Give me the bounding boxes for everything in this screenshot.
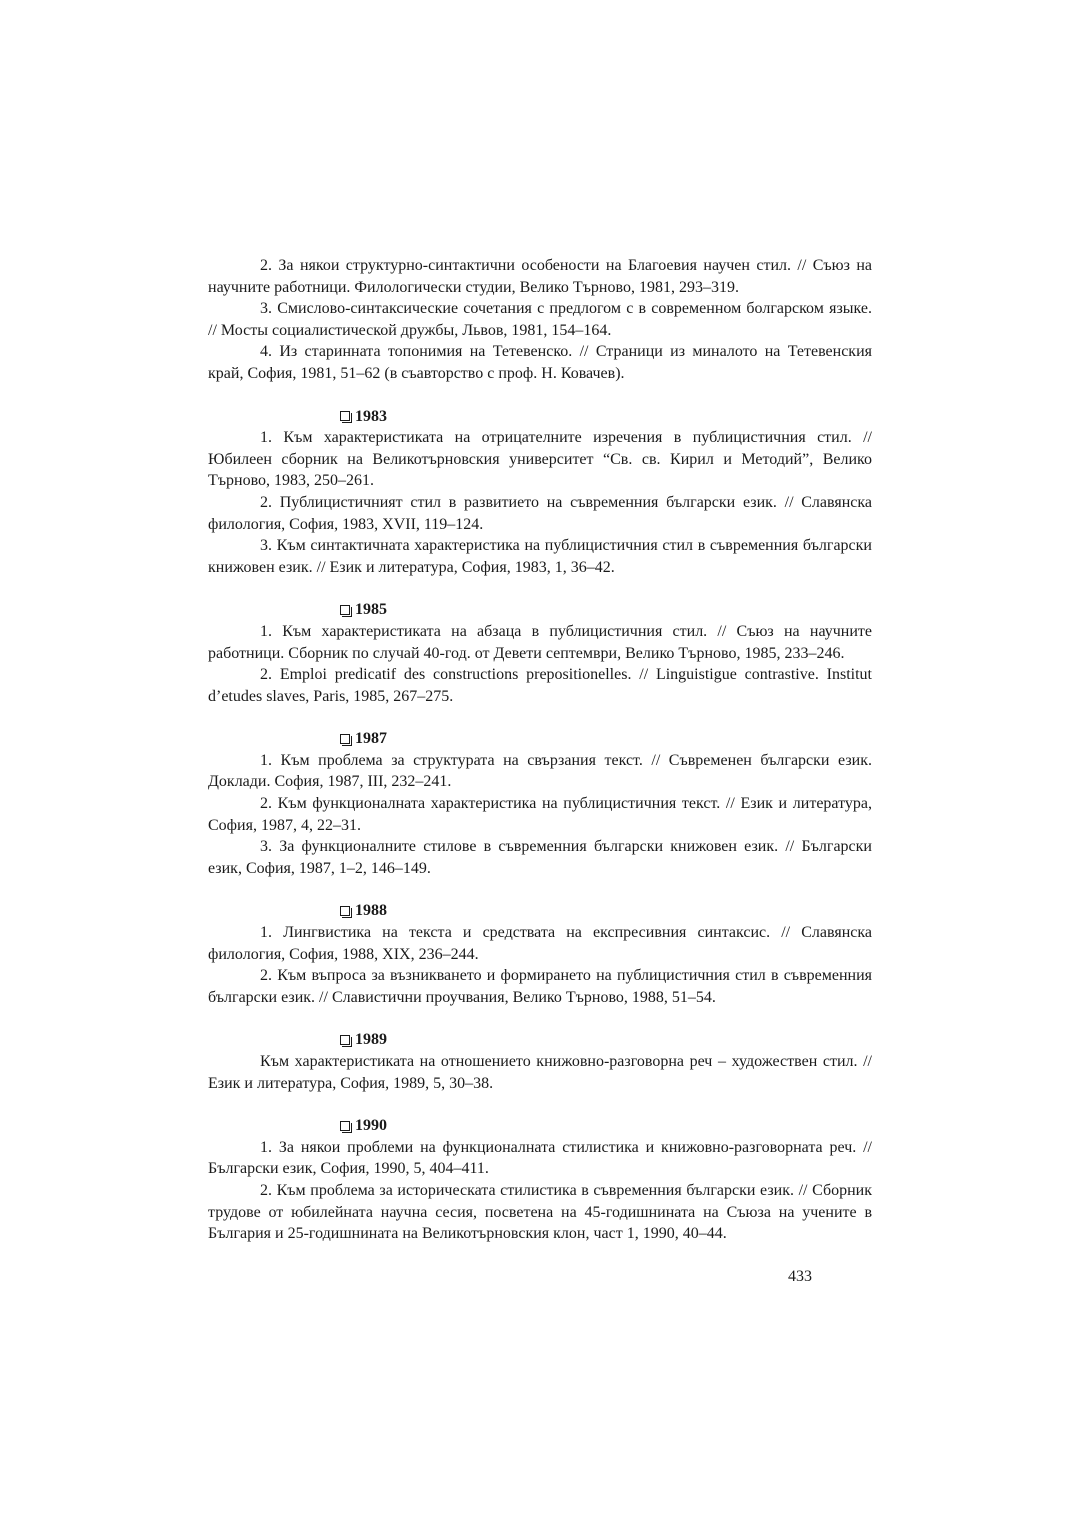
year-section-1989	[208, 1029, 872, 1094]
year-heading	[340, 900, 872, 922]
year-label: 1985	[355, 601, 387, 619]
checkbox-bullet-icon	[340, 1121, 350, 1131]
checkbox-bullet-icon	[340, 605, 350, 615]
intro-entries	[208, 255, 872, 385]
bibliography-page	[208, 255, 872, 1245]
checkbox-bullet-icon	[340, 411, 350, 421]
year-label: 1989	[355, 1031, 387, 1049]
bibliography-entry: 3. За функционалните стилове в съвременния български книжовен език. // Български език, София, 1987, 1–2, 146–149.	[208, 838, 872, 877]
year-label: 1983	[355, 407, 387, 425]
bibliography-entry: 1. Лингвистика на текста и средствата на експресивния синтаксис. // Славянска филология, София, 1988, XIX, 236–244.	[208, 924, 872, 963]
year-section-1983	[208, 406, 872, 579]
year-label: 1988	[355, 902, 387, 920]
bibliography-entry: 1. За някои проблеми на функционалната стилистика и книжовно-разговорната реч. // Български език, София, 1990, 5, 404–411.	[208, 1138, 872, 1178]
bibliography-entry: 2. Emploi predicatif des constructions prepositionelles. // Linguistigue contrastive. Institut d’etudes slaves, Paris, 1985, 267–275.	[208, 666, 872, 705]
year-label: 1990	[355, 1117, 387, 1135]
bibliography-entry: 4. Из старинната топонимия на Тетевенско. // Страници из миналото на Тетевенския край, София, 1981, 51–62 (в съавторство с проф. Н. Ковачев).	[208, 343, 872, 382]
bibliography-entry: 1. Към характеристиката на абзаца в публицистичния стил. // Съюз на научните работници. Сборник по случай 40-год. от Девети септември, Велико Търново, 1985, 233–246.	[208, 622, 872, 662]
year-heading	[340, 406, 872, 428]
bibliography-entry: 2. Към въпроса за възникването и формирането на публицистичния стил в съвременния български език. // Славистични проучвания, Велико Търново, 1988, 51–54.	[208, 967, 872, 1006]
bibliography-entry: 3. Смислово-синтаксические сочетания с предлогом с в современном болгарском языке. // Мосты социалистической дружбы, Львов, 1981, 154–164.	[208, 300, 872, 339]
checkbox-bullet-icon	[340, 1035, 350, 1045]
year-heading	[340, 728, 872, 750]
bibliography-entry: Към характеристиката на отношението книжовно-разговорна реч – художествен стил. // Език и литература, София, 1989, 5, 30–38.	[208, 1053, 872, 1092]
year-label: 1987	[355, 730, 387, 748]
year-section-1987	[208, 728, 872, 879]
year-heading	[340, 1115, 872, 1137]
year-heading	[340, 599, 872, 621]
year-section-1985	[208, 599, 872, 707]
year-section-1990	[208, 1115, 872, 1245]
bibliography-entry: 3. Към синтактичната характеристика на публицистичния стил в съвременния български книжовен език. // Език и литература, София, 1983, 1, 36–42.	[208, 537, 872, 576]
bibliography-entry: 2. За някои структурно-синтактични особености на Благоевия научен стил. // Съюз на научните работници. Филологически студии, Велико Търново, 1981, 293–319.	[208, 257, 872, 296]
bibliography-entry: 2. Към проблема за историческата стилистика в съвременния български език. // Сборник трудове от юбилейната научна сесия, посветена на 45-годишнината на Съюза на учените в България и 25-годишнината на Великотърновския клон, част 1, 1990, 40–44.	[208, 1181, 872, 1243]
bibliography-entry: 2. Публицистичният стил в развитието на съвременния български език. // Славянска филология, София, 1983, XVII, 119–124.	[208, 493, 872, 533]
year-heading	[340, 1029, 872, 1051]
year-section-1988	[208, 900, 872, 1008]
checkbox-bullet-icon	[340, 734, 350, 744]
bibliography-entry: 2. Към функционалната характеристика на публицистичния текст. // Език и литература, София, 1987, 4, 22–31.	[208, 795, 872, 834]
bibliography-entry: 1. Към проблема за структурата на свързания текст. // Съвременен български език. Доклади. София, 1987, III, 232–241.	[208, 751, 872, 791]
page-number: 433	[788, 1268, 812, 1285]
checkbox-bullet-icon	[340, 906, 350, 916]
bibliography-entry: 1. Към характеристиката на отрицателните изречения в публицистичния стил. // Юбилеен сборник на Великотърновския университет “Св. св. Кирил и Методий”, Велико Търново, 1983, 250–261.	[208, 429, 872, 490]
